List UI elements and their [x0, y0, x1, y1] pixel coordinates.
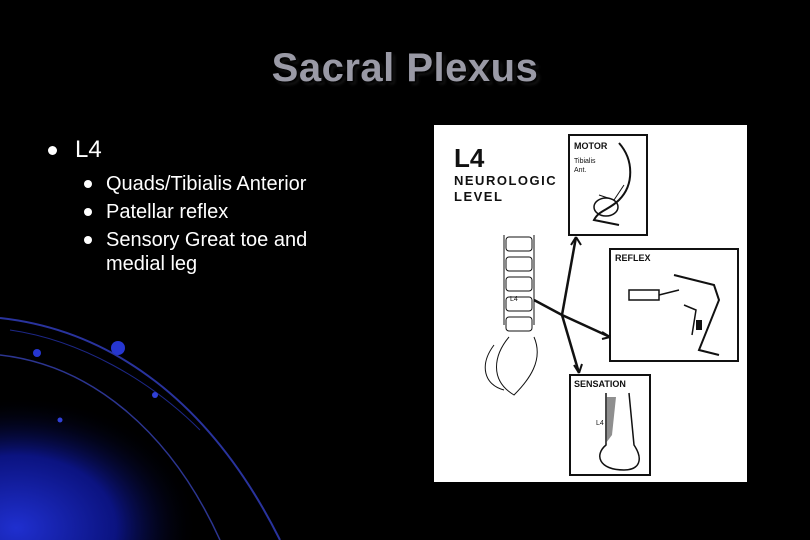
figure-heading-line2: NEUROLOGIC — [454, 173, 558, 188]
bullet-dot — [84, 236, 92, 244]
figure-heading-big: L4 — [454, 143, 485, 173]
sub-bullet-text: Quads/Tibialis Anterior — [106, 173, 307, 195]
bullet-dot — [84, 208, 92, 216]
sub-bullet-item — [84, 172, 344, 196]
bullet-dot — [48, 146, 57, 155]
sub-bullet-list — [84, 172, 344, 276]
bullet-text: L4 — [75, 136, 102, 163]
bullet-dot — [84, 180, 92, 188]
slide-title: Sacral Plexus — [271, 46, 539, 90]
sub-bullet-text: Sensory Great toe and medial leg — [106, 229, 308, 275]
sensation-label: SENSATION — [574, 379, 626, 389]
figure-illustration — [434, 125, 747, 482]
sub-bullet-item — [84, 228, 344, 276]
l4-neurologic-level-figure — [434, 125, 747, 482]
sub-bullet-item — [84, 200, 344, 224]
motor-label: MOTOR — [574, 141, 608, 151]
reflex-label: REFLEX — [615, 253, 651, 263]
bullet-list — [48, 134, 344, 280]
sensation-note: L4 — [596, 420, 604, 427]
spine-level-label: L4 — [510, 296, 518, 303]
bullet-l4 — [48, 134, 344, 166]
sub-bullet-text: Patellar reflex — [106, 201, 229, 223]
motor-note-2: Ant. — [574, 167, 587, 174]
motor-note-1: Tibialis — [574, 158, 596, 165]
figure-heading-line3: LEVEL — [454, 189, 504, 204]
